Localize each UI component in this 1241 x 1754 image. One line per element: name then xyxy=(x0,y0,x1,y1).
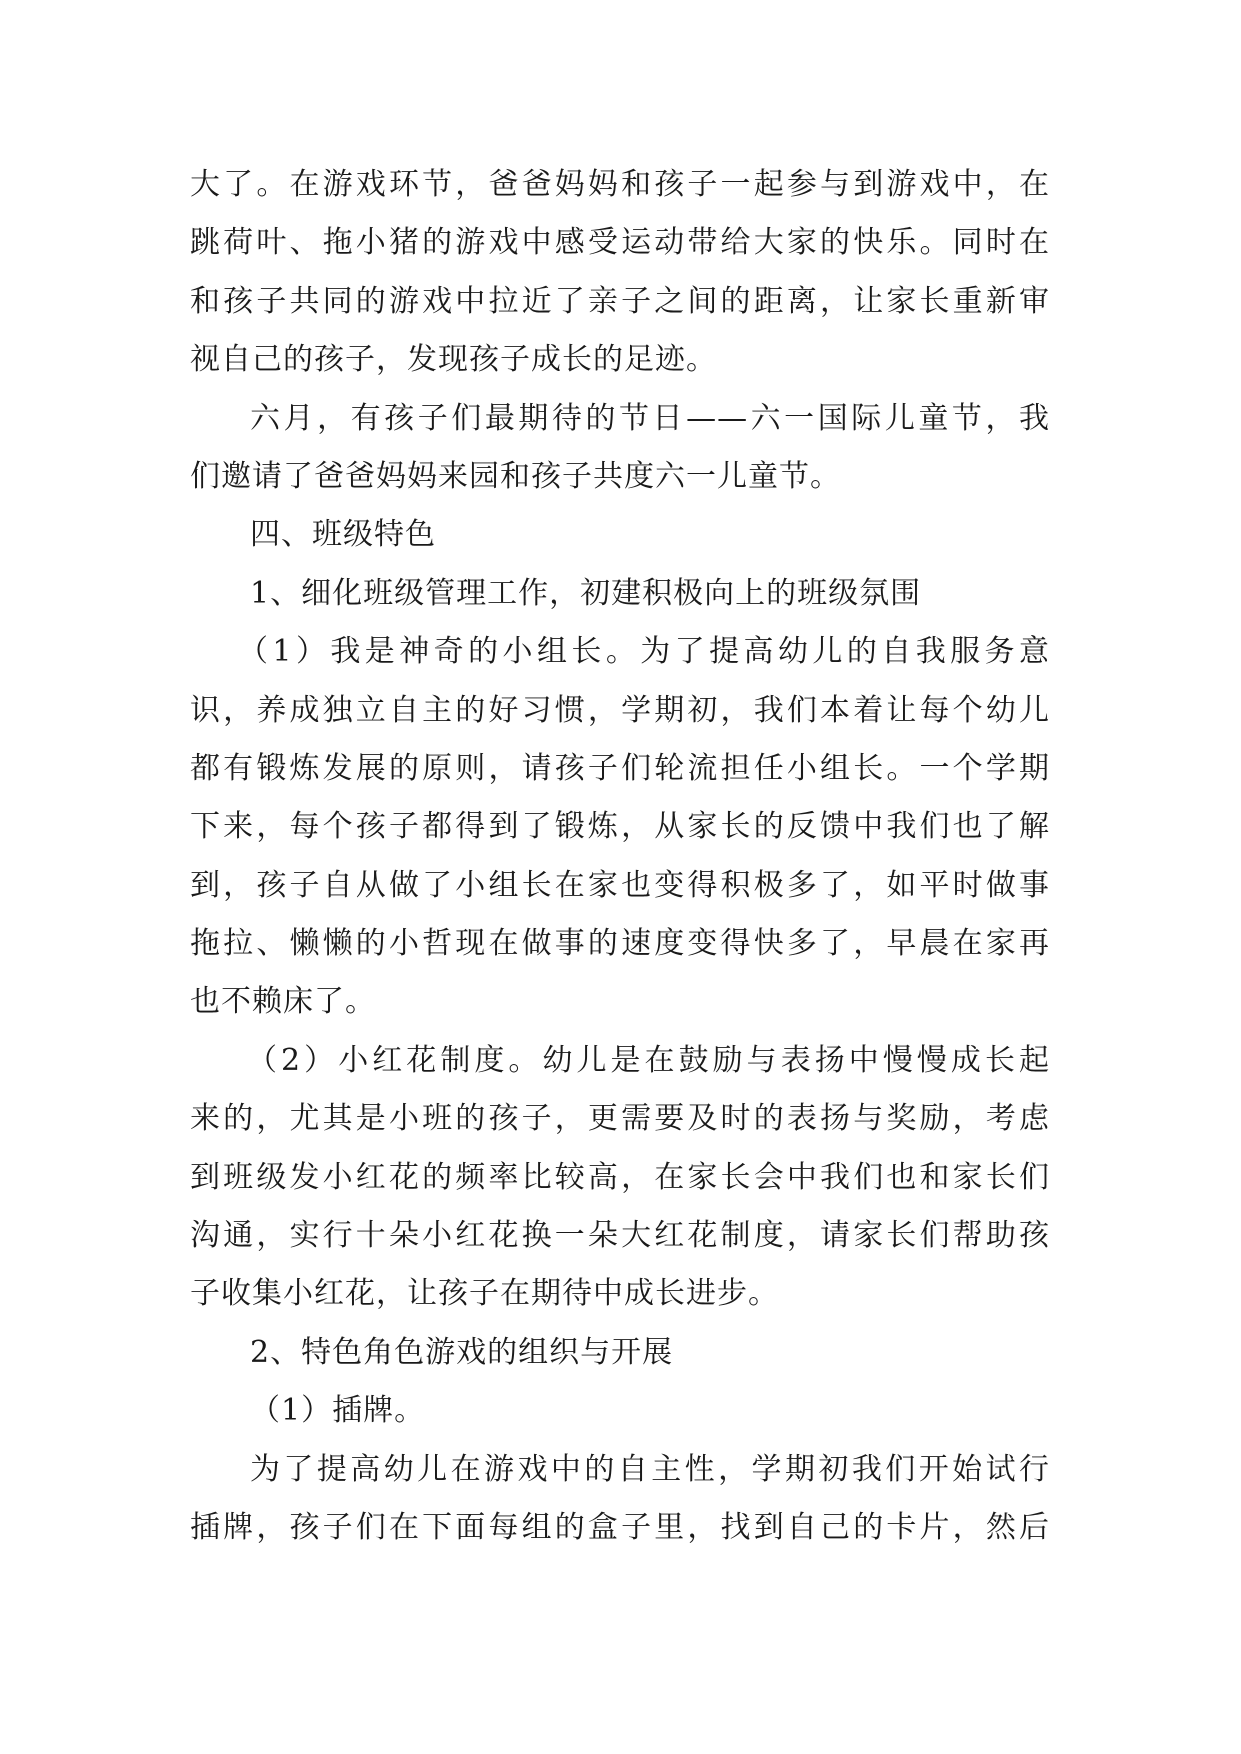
text-line: 来的，尤其是小班的孩子，更需要及时的表扬与奖励，考虑 xyxy=(190,1101,1050,1137)
text-line: 子收集小红花，让孩子在期待中成长进步。 xyxy=(190,1276,779,1312)
text-line: 都有锻炼发展的原则，请孩子们轮流担任小组长。一个学期 xyxy=(190,750,1050,786)
text-line: 们邀请了爸爸妈妈来园和孩子共度六一儿童节。 xyxy=(190,458,841,494)
text-line: 到班级发小红花的频率比较高，在家长会中我们也和家长们 xyxy=(190,1159,1050,1195)
body-text xyxy=(190,156,1050,1557)
text-line: 和孩子共同的游戏中拉近了亲子之间的距离，让家长重新审 xyxy=(190,283,1050,319)
text-line: 跳荷叶、拖小猪的游戏中感受运动带给大家的快乐。同时在 xyxy=(190,225,1050,261)
text-line: （1）插牌。 xyxy=(250,1393,426,1429)
text-line: 到，孩子自从做了小组长在家也变得积极多了，如平时做事 xyxy=(190,867,1050,903)
text-line: 为了提高幼儿在游戏中的自主性，学期初我们开始试行 xyxy=(250,1451,1050,1487)
text-line: 插牌，孩子们在下面每组的盒子里，找到自己的卡片，然后 xyxy=(190,1509,1050,1545)
text-line: 拖拉、懒懒的小哲现在做事的速度变得快多了，早晨在家再 xyxy=(190,926,1050,962)
text-line: （1）我是神奇的小组长。为了提高幼儿的自我服务意 xyxy=(238,634,1050,670)
text-line: 视自己的孩子，发现孩子成长的足迹。 xyxy=(190,342,717,378)
text-line: 1、细化班级管理工作，初建积极向上的班级氛围 xyxy=(250,575,922,611)
text-line: 四、班级特色 xyxy=(250,517,436,553)
text-line: 大了。在游戏环节，爸爸妈妈和孩子一起参与到游戏中，在 xyxy=(190,167,1050,202)
text-line: （2）小红花制度。幼儿是在鼓励与表扬中慢慢成长起 xyxy=(247,1042,1050,1078)
text-line: 识，养成独立自主的好习惯，学期初，我们本着让每个幼儿 xyxy=(190,692,1050,728)
text-line: 2、特色角色游戏的组织与开展 xyxy=(250,1334,674,1370)
text-line: 也不赖床了。 xyxy=(190,984,376,1020)
text-line: 沟通，实行十朵小红花换一朵大红花制度，请家长们帮助孩 xyxy=(190,1218,1050,1254)
text-line: 六月，有孩子们最期待的节日——六一国际儿童节，我 xyxy=(250,400,1050,436)
text-line: 下来，每个孩子都得到了锻炼，从家长的反馈中我们也了解 xyxy=(190,809,1050,845)
